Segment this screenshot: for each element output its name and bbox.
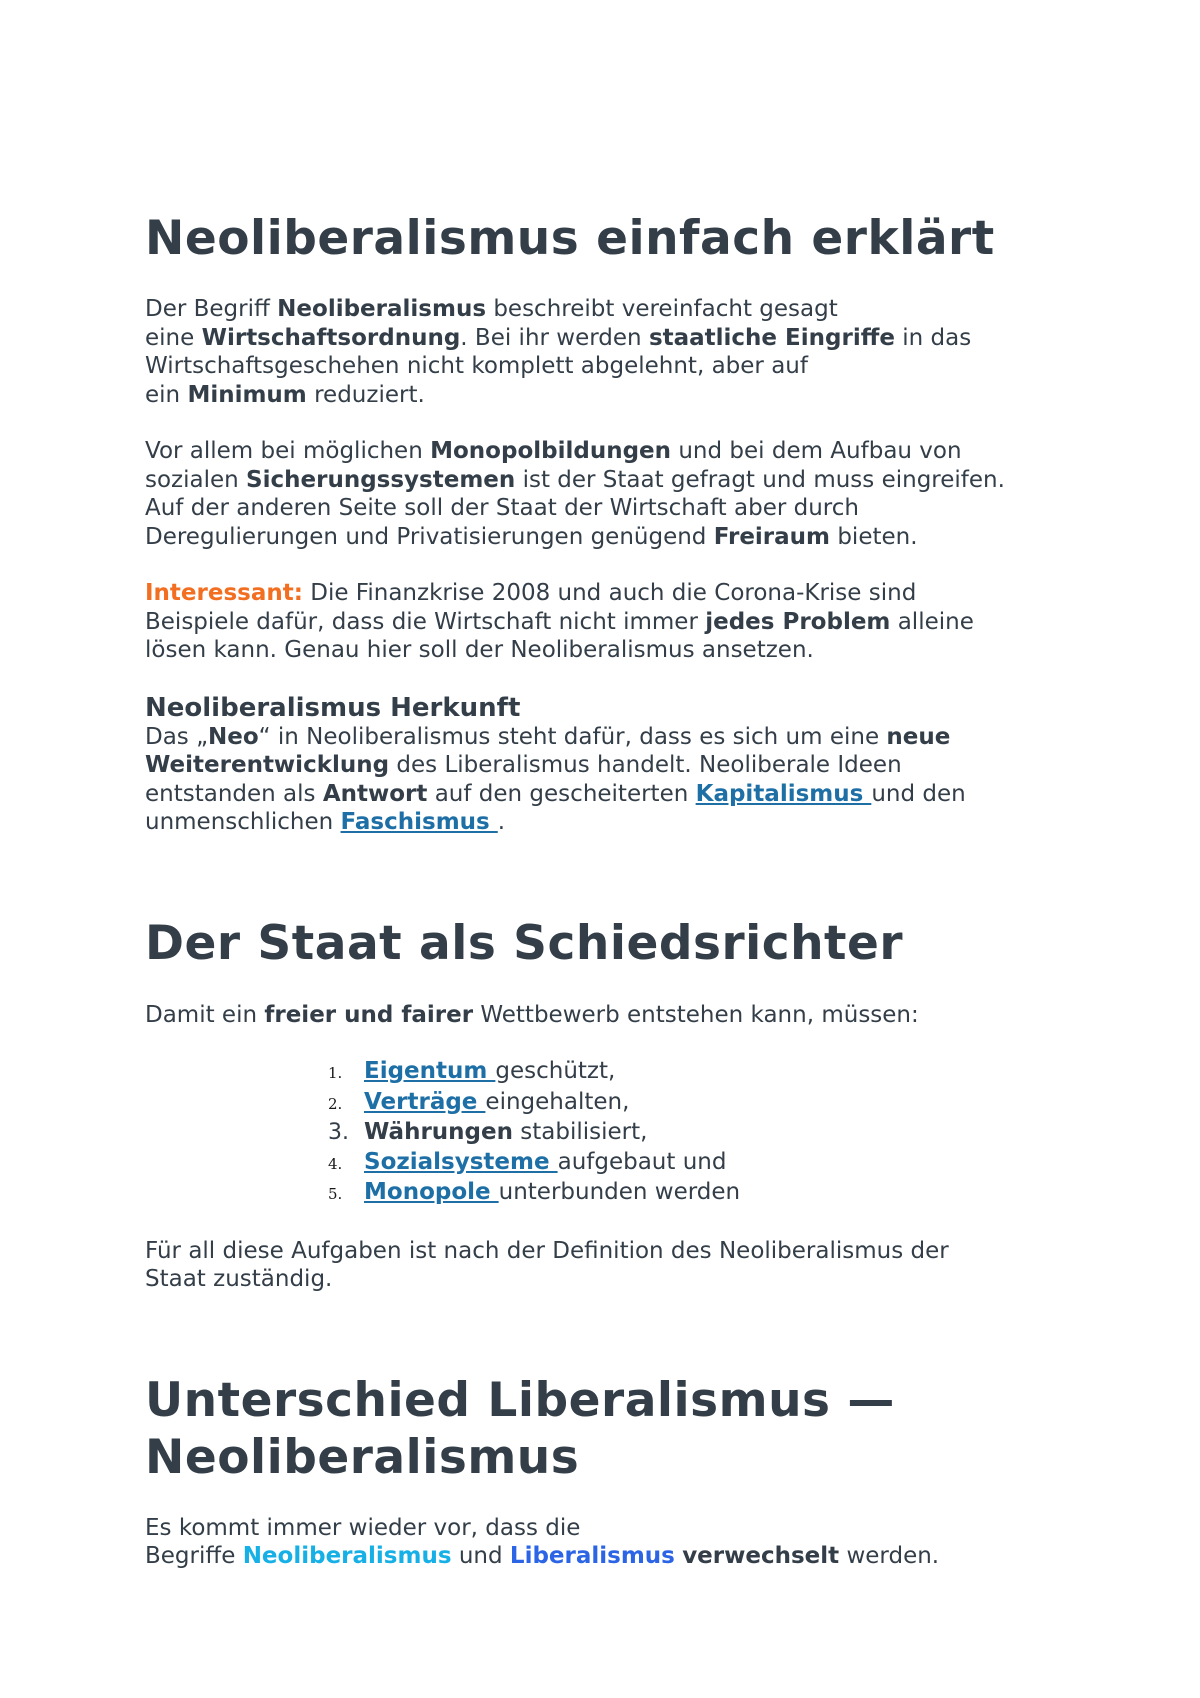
text-segment: lösen kann. Genau hier soll der Neoliberalismus ansetzen. bbox=[145, 637, 814, 663]
text-segment: und bei dem Aufbau von bbox=[671, 438, 962, 464]
bold-term: Minimum bbox=[187, 381, 307, 408]
text-segment: Für all diese Aufgaben ist nach der Definition des Neoliberalismus der bbox=[145, 1237, 949, 1264]
text-segment: beschreibt vereinfacht gesagt bbox=[486, 296, 838, 322]
text-segment: und bbox=[451, 1543, 510, 1569]
bold-term: Neo bbox=[208, 723, 259, 750]
paragraph-definition bbox=[145, 295, 1075, 409]
text-segment: werden. bbox=[839, 1543, 940, 1569]
bold-term: Antwort bbox=[322, 780, 428, 807]
text-segment: auf den gescheiterten bbox=[427, 780, 696, 807]
paragraph-herkunft bbox=[145, 723, 1075, 837]
numbered-list-staatsaufgaben bbox=[145, 1057, 1075, 1209]
text-segment: Beispiele dafür, dass die Wirtschaft nicht immer bbox=[145, 608, 706, 635]
bold-term: jedes Problem bbox=[705, 608, 891, 635]
list-item-text: geschützt, bbox=[495, 1058, 616, 1084]
bold-term: freier und fairer bbox=[264, 1001, 474, 1028]
paragraph-verwechslung bbox=[145, 1514, 1075, 1571]
list-number: 1. bbox=[328, 1064, 343, 1082]
heading-line: Unterschied Liberalismus — bbox=[145, 1372, 895, 1428]
text-segment: “ in Neoliberalismus steht dafür, dass es sich um eine bbox=[258, 723, 887, 750]
text-segment: reduziert. bbox=[306, 381, 425, 408]
list-number: 4. bbox=[328, 1154, 343, 1173]
paragraph-staatliche-rolle bbox=[145, 437, 1075, 551]
heading-unterschied bbox=[145, 1372, 1075, 1486]
link-eigentum[interactable]: Eigentum bbox=[364, 1058, 496, 1084]
bold-term: Weiterentwicklung bbox=[145, 752, 390, 778]
link-monopole[interactable]: Monopole bbox=[364, 1179, 499, 1205]
text-segment: . bbox=[497, 809, 506, 835]
text-segment: eine bbox=[145, 324, 202, 351]
text-segment: Es kommt immer wieder vor, dass die bbox=[145, 1514, 581, 1541]
text-segment: ein bbox=[145, 381, 188, 408]
list-item-text: eingehalten, bbox=[485, 1088, 630, 1115]
article-content bbox=[145, 210, 1075, 1571]
paragraph-interessant bbox=[145, 579, 1075, 665]
paragraph-wettbewerb bbox=[145, 1001, 1075, 1030]
heading-neoliberalismus-einfach-erklaert: Neoliberalismus einfach erklärt bbox=[145, 211, 995, 266]
bold-term: Währungen bbox=[364, 1119, 513, 1145]
text-segment: des Liberalismus handelt. Neoliberale Ideen bbox=[389, 752, 902, 778]
text-segment: . Bei ihr werden bbox=[460, 324, 649, 351]
text-segment: Wirtschaftsgeschehen nicht komplett abgelehnt, aber auf bbox=[145, 353, 808, 379]
text-segment: Das „ bbox=[145, 723, 209, 750]
list-item bbox=[328, 1148, 1075, 1179]
text-segment: Auf der anderen Seite soll der Staat der Wirtschaft aber durch bbox=[145, 495, 859, 521]
text-segment: sozialen bbox=[145, 466, 247, 493]
bold-term: neue bbox=[886, 723, 951, 750]
list-number: 3. bbox=[328, 1120, 349, 1145]
text-segment: entstanden als bbox=[145, 780, 323, 807]
paragraph-zustaendigkeit bbox=[145, 1237, 1075, 1294]
link-kapitalismus[interactable]: Kapitalismus bbox=[695, 780, 872, 807]
text-segment: bieten. bbox=[830, 523, 918, 550]
text-segment: Deregulierungen und Privatisierungen genügend bbox=[145, 523, 714, 550]
list-item bbox=[328, 1178, 1075, 1209]
list-item bbox=[328, 1088, 1075, 1119]
text-segment: alleine bbox=[890, 608, 974, 635]
heading-line: Neoliberalismus bbox=[145, 1429, 580, 1485]
bold-term: Neoliberalismus bbox=[277, 296, 487, 322]
link-sozialsysteme[interactable]: Sozialsysteme bbox=[364, 1148, 558, 1175]
link-vertraege[interactable]: Verträge bbox=[364, 1088, 486, 1115]
highlight-label: Interessant: bbox=[145, 580, 303, 606]
term-neoliberalismus: Neoliberalismus bbox=[242, 1543, 452, 1569]
text-segment: Die Finanzkrise 2008 und auch die Corona-Krise sind bbox=[302, 580, 917, 606]
text-segment: unmenschlichen bbox=[145, 809, 341, 835]
subheading-herkunft: Neoliberalismus Herkunft bbox=[145, 692, 521, 723]
text-segment: in das bbox=[894, 324, 972, 351]
bold-term: Wirtschaftsordnung bbox=[201, 324, 461, 351]
text-segment: Begriffe bbox=[145, 1543, 243, 1569]
text-segment: Vor allem bei möglichen bbox=[145, 438, 431, 464]
link-faschismus[interactable]: Faschismus bbox=[340, 809, 498, 835]
text-segment: Staat zuständig. bbox=[145, 1266, 333, 1292]
heading-staat-als-schiedsrichter: Der Staat als Schiedsrichter bbox=[145, 915, 904, 971]
text-segment: und den bbox=[871, 780, 966, 807]
list-item-text: aufgebaut und bbox=[557, 1148, 727, 1175]
bold-term: Sicherungssystemen bbox=[246, 466, 516, 493]
text-segment: Damit ein bbox=[145, 1001, 265, 1028]
list-item bbox=[328, 1057, 1075, 1088]
list-item bbox=[328, 1118, 1075, 1148]
bold-term: Freiraum bbox=[713, 523, 831, 550]
bold-term: verwechselt bbox=[682, 1543, 840, 1569]
text-segment: ist der Staat gefragt und muss eingreifen. bbox=[515, 466, 1005, 493]
text-segment: Wettbewerb entstehen kann, müssen: bbox=[473, 1001, 919, 1028]
list-number: 5. bbox=[328, 1185, 343, 1203]
list-item-text: unterbunden werden bbox=[498, 1179, 741, 1205]
list-item-text: stabilisiert, bbox=[512, 1119, 648, 1145]
bold-term: Monopolbildungen bbox=[430, 438, 672, 464]
bold-term: staatliche Eingriffe bbox=[648, 324, 895, 351]
text-segment: Der Begriff bbox=[145, 296, 278, 322]
list-number: 2. bbox=[328, 1094, 343, 1113]
term-liberalismus: Liberalismus bbox=[509, 1543, 675, 1569]
